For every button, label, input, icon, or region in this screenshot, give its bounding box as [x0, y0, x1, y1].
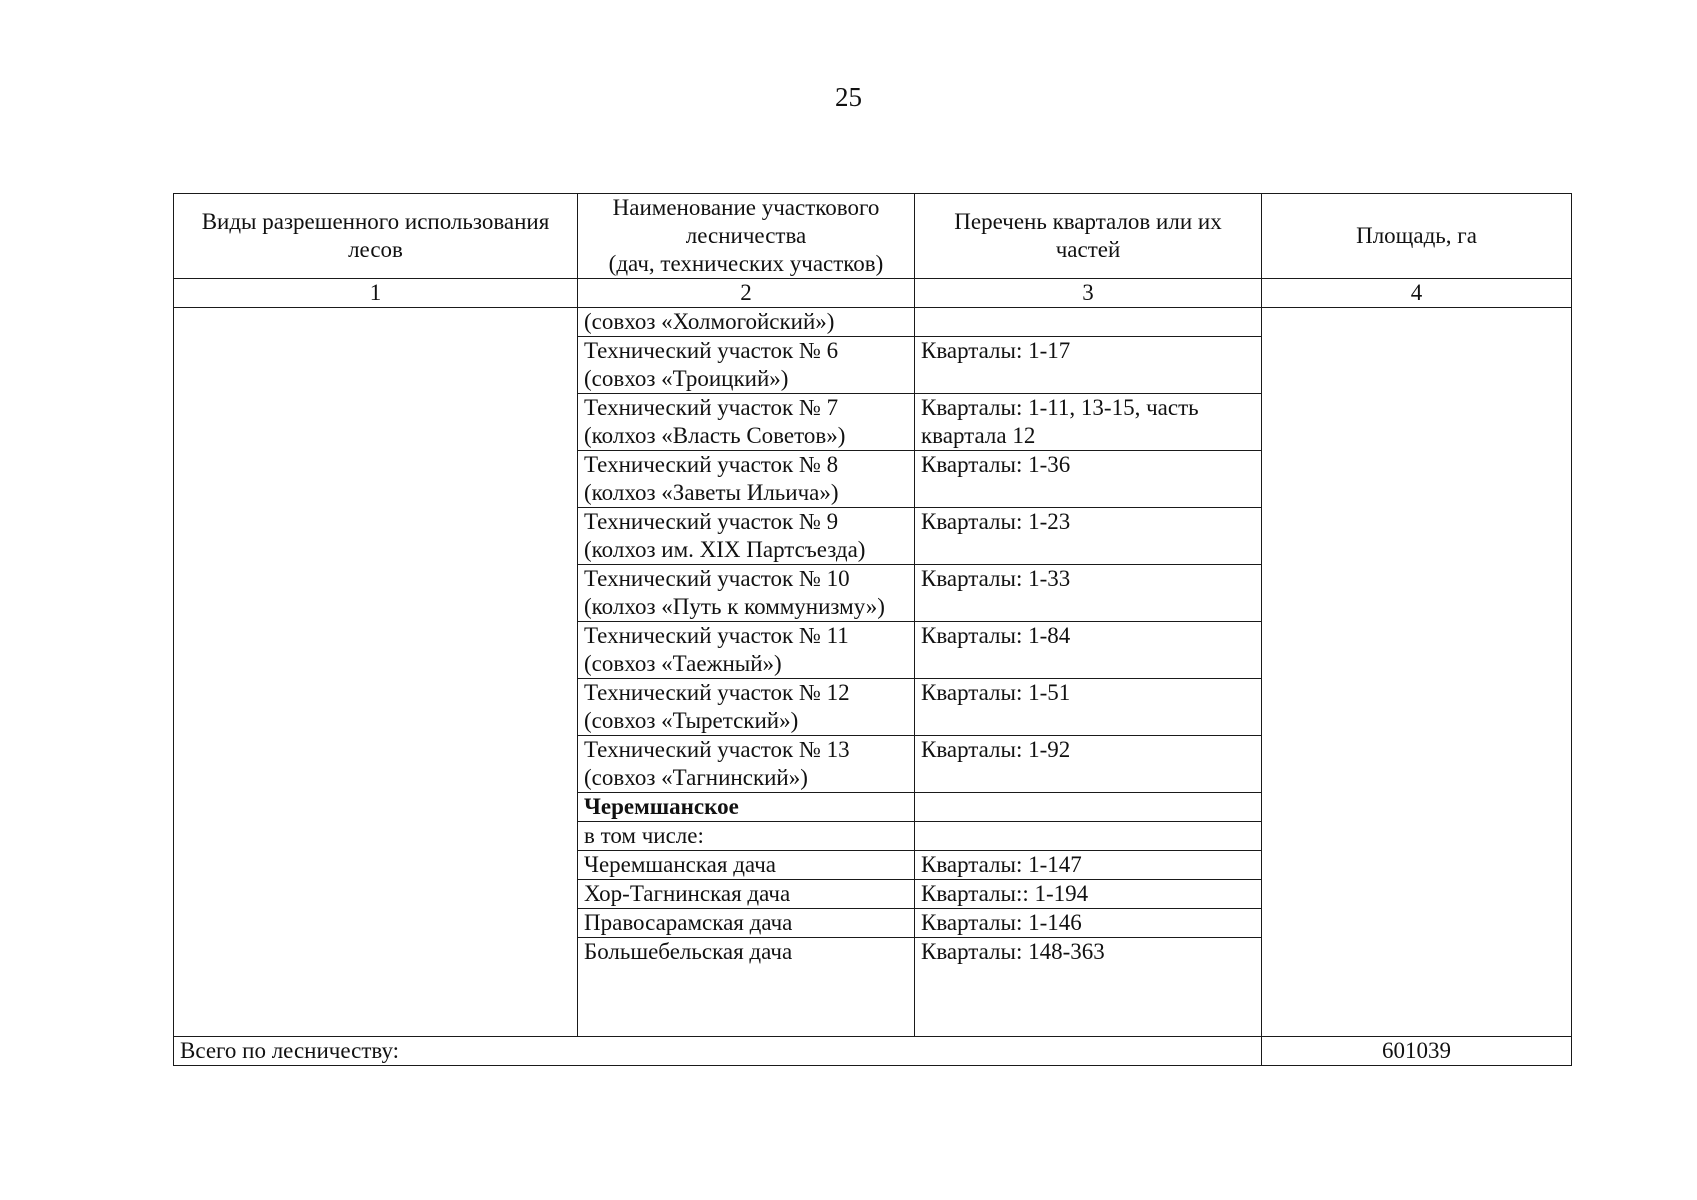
table-row [174, 308, 1572, 337]
forestry-name-line: Технический участок № 9 [584, 509, 839, 534]
quarters-line: Кварталы: 1-146 [921, 910, 1082, 935]
header-row [174, 194, 1572, 279]
forestry-name-line: Технический участок № 6 [584, 338, 839, 363]
forestry-name-line: Технический участок № 11 [584, 623, 849, 648]
quarters-cell [915, 793, 1262, 822]
quarters-line: Кварталы: 1-147 [921, 852, 1082, 877]
forestry-name-line: (совхоз «Таежный») [584, 651, 782, 676]
total-label: Всего по лесничеству: [174, 1037, 1262, 1066]
forestry-name-cell [578, 793, 915, 822]
forestry-name-line: в том числе: [584, 823, 704, 848]
quarters-line: Кварталы: 1-36 [921, 452, 1071, 477]
forestry-name-line: Черемшанское [584, 794, 739, 819]
column-number: 2 [578, 279, 915, 308]
forestry-name-line: (колхоз им. XIX Партсъезда) [584, 537, 866, 562]
quarters-cell [915, 337, 1262, 394]
forestry-name-line: (колхоз «Заветы Ильича») [584, 480, 839, 505]
forestry-name-cell [578, 880, 915, 909]
total-row [174, 1037, 1572, 1066]
forestry-name-line: (колхоз «Власть Советов») [584, 423, 846, 448]
column-number: 1 [174, 279, 578, 308]
quarters-cell [915, 508, 1262, 565]
forestry-name-cell [578, 394, 915, 451]
forestry-name-cell [578, 822, 915, 851]
forestry-name-cell [578, 508, 915, 565]
forestry-name-line: Правосарамская дача [584, 910, 793, 935]
forestry-name-line: Технический участок № 13 [584, 737, 850, 762]
forestry-name-line: Хор-Тагнинская дача [584, 881, 791, 906]
forestry-name-cell [578, 679, 915, 736]
forestry-name-line: Технический участок № 8 [584, 452, 839, 477]
forestry-name-line: (колхоз «Путь к коммунизму») [584, 594, 885, 619]
quarters-cell [915, 308, 1262, 337]
forestry-name-cell [578, 337, 915, 394]
quarters-line: Кварталы: 1-11, 13-15, часть [921, 395, 1199, 420]
quarters-cell [915, 451, 1262, 508]
header-quarters-list: Перечень кварталов или их частей [915, 194, 1262, 279]
forestry-name-line: Технический участок № 10 [584, 566, 850, 591]
quarters-cell [915, 880, 1262, 909]
permitted-use-cell [174, 308, 578, 1037]
forestry-name-line: Черемшанская дача [584, 852, 776, 877]
quarters-cell [915, 938, 1262, 1037]
forestry-name-cell [578, 565, 915, 622]
forestry-name-line: Большебельская дача [584, 939, 793, 964]
quarters-cell [915, 822, 1262, 851]
forestry-name-cell [578, 451, 915, 508]
quarters-cell [915, 736, 1262, 793]
header-forestry-name: Наименование участкового лесничества (дач, технических участков) [578, 194, 915, 279]
quarters-line: Кварталы: 1-17 [921, 338, 1071, 363]
forestry-name-line: (совхоз «Тагнинский») [584, 765, 808, 790]
forestry-name-cell [578, 622, 915, 679]
area-cell [1262, 308, 1572, 1037]
forestry-name-cell [578, 851, 915, 880]
quarters-cell [915, 622, 1262, 679]
forestry-name-cell [578, 938, 915, 1037]
column-number: 4 [1262, 279, 1572, 308]
quarters-line: Кварталы: 1-23 [921, 509, 1071, 534]
column-number-row [174, 279, 1572, 308]
column-number: 3 [915, 279, 1262, 308]
quarters-line: квартала 12 [921, 423, 1036, 448]
quarters-line: Кварталы: 1-51 [921, 680, 1071, 705]
forestry-name-line: Технический участок № 7 [584, 395, 839, 420]
forestry-name-line: Технический участок № 12 [584, 680, 850, 705]
quarters-line: Кварталы: 148-363 [921, 939, 1105, 964]
quarters-cell [915, 679, 1262, 736]
total-value: 601039 [1262, 1037, 1572, 1066]
quarters-line: Кварталы: 1-33 [921, 566, 1071, 591]
forestry-name-line: (совхоз «Тыретский») [584, 708, 799, 733]
page-number: 25 [835, 82, 862, 112]
quarters-cell [915, 909, 1262, 938]
forest-use-table [173, 193, 1572, 1066]
quarters-cell [915, 394, 1262, 451]
forestry-name-line: (совхоз «Холмогойский») [584, 309, 835, 334]
forestry-name-cell [578, 736, 915, 793]
quarters-cell [915, 851, 1262, 880]
forestry-name-cell [578, 909, 915, 938]
header-area: Площадь, га [1262, 194, 1572, 279]
quarters-line: Кварталы: 1-92 [921, 737, 1071, 762]
header-permitted-use: Виды разрешенного использования лесов [174, 194, 578, 279]
forestry-name-cell [578, 308, 915, 337]
forestry-name-line: (совхоз «Троицкий») [584, 366, 789, 391]
quarters-line: Кварталы: 1-84 [921, 623, 1071, 648]
quarters-cell [915, 565, 1262, 622]
quarters-line: Кварталы:: 1-194 [921, 881, 1089, 906]
